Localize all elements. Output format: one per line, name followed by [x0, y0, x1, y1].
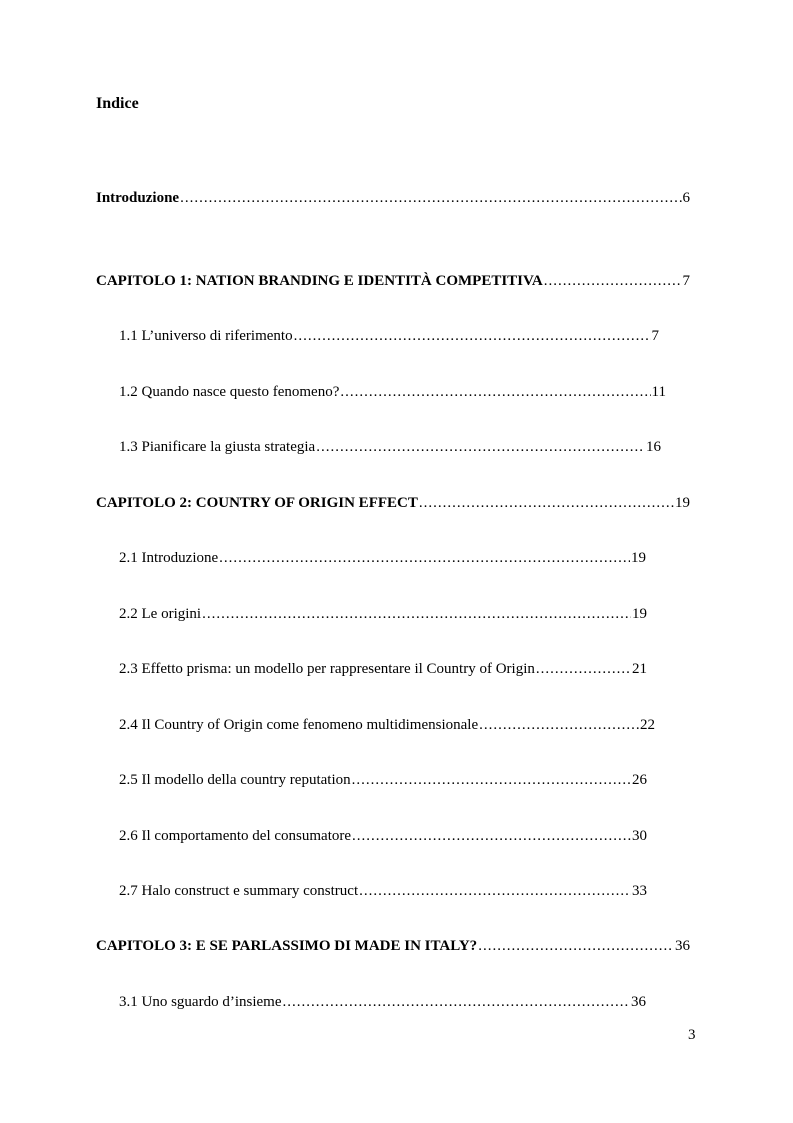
toc-section-1-3[interactable] — [119, 437, 661, 457]
toc-entry-page: 7 — [651, 328, 659, 344]
toc-entry-page: 22 — [640, 717, 655, 733]
toc-entry-label: 3.1 Uno sguardo d’insieme — [119, 994, 282, 1010]
toc-entry-label: 2.1 Introduzione — [119, 550, 219, 566]
dot-leader — [352, 770, 631, 790]
toc-section-3-1[interactable] — [119, 992, 646, 1012]
toc-chapter-3[interactable] — [96, 936, 690, 956]
toc-entry-page: 16 — [646, 439, 661, 455]
toc-entry-page: 6 — [682, 190, 690, 206]
dot-leader — [544, 271, 682, 291]
toc-entry-label: 2.4 Il Country of Origin come fenomeno multidimensionale — [119, 717, 479, 733]
dot-leader — [202, 604, 631, 624]
dot-leader — [219, 548, 630, 568]
toc-section-2-5[interactable] — [119, 770, 647, 790]
toc-section-1-1[interactable] — [119, 326, 659, 346]
dot-leader — [282, 992, 630, 1012]
toc-entry-page: 33 — [632, 883, 647, 899]
toc-entry-label: CAPITOLO 2: COUNTRY OF ORIGIN EFFECT — [96, 495, 418, 511]
dot-leader — [340, 382, 650, 402]
toc-entry-page: 30 — [632, 828, 647, 844]
toc-entry-label: 1.2 Quando nasce questo fenomeno? — [119, 384, 340, 400]
toc-entry-label: 2.3 Effetto prisma: un modello per rappresentare il Country of Origin — [119, 661, 535, 677]
toc-entry-label: CAPITOLO 3: E SE PARLASSIMO DI MADE IN ITALY? — [96, 938, 478, 954]
dot-leader — [294, 326, 651, 346]
toc-entry-page: 11 — [651, 384, 666, 400]
toc-entry-page: 26 — [632, 772, 647, 788]
toc-entry-page: 19 — [632, 606, 647, 622]
toc-section-2-7[interactable] — [119, 881, 647, 901]
toc-entry-label: 2.7 Halo construct e summary construct — [119, 883, 359, 899]
dot-leader — [352, 826, 631, 846]
toc-chapter-1[interactable] — [96, 271, 690, 291]
toc-section-2-6[interactable] — [119, 826, 647, 846]
dot-leader — [478, 936, 674, 956]
toc-entry-page: 19 — [675, 495, 690, 511]
toc-entry-page: 21 — [632, 661, 647, 677]
toc-entry-label: 2.2 Le origini — [119, 606, 202, 622]
toc-section-2-4[interactable] — [119, 715, 655, 735]
page-title: Indice — [96, 95, 139, 112]
dot-leader — [359, 881, 631, 901]
dot-leader — [536, 659, 631, 679]
toc-entry-label: 2.6 Il comportamento del consumatore — [119, 828, 352, 844]
dot-leader — [180, 188, 681, 208]
toc-section-1-2[interactable] — [119, 382, 666, 402]
toc-entry-page: 36 — [675, 938, 690, 954]
page-number: 3 — [688, 1027, 696, 1043]
toc-chapter-2[interactable] — [96, 493, 690, 513]
toc-entry-label: Introduzione — [96, 190, 180, 206]
toc-section-2-2[interactable] — [119, 604, 647, 624]
toc-section-2-1[interactable] — [119, 548, 646, 568]
toc-entry-page: 7 — [682, 273, 690, 289]
toc-entry-page: 36 — [631, 994, 646, 1010]
toc-entry-label: 1.1 L’universo di riferimento — [119, 328, 293, 344]
toc-entry-label: 1.3 Pianificare la giusta strategia — [119, 439, 316, 455]
toc-entry-label: 2.5 Il modello della country reputation — [119, 772, 351, 788]
dot-leader — [419, 493, 674, 513]
toc-entry-introduzione[interactable] — [96, 188, 690, 208]
toc-entry-page: 19 — [631, 550, 646, 566]
dot-leader — [479, 715, 639, 735]
toc-entry-label: CAPITOLO 1: NATION BRANDING E IDENTITÀ COMPETITIVA — [96, 273, 543, 289]
toc-section-2-3[interactable] — [119, 659, 647, 679]
dot-leader — [316, 437, 645, 457]
